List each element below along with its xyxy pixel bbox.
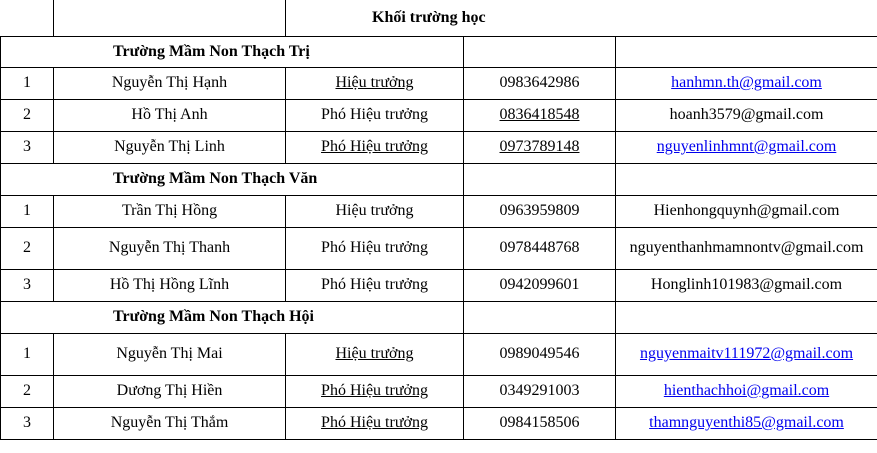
school-name: Trường Mầm Non Thạch Văn — [1, 163, 464, 195]
row-number: 2 — [1, 227, 54, 269]
section-title: Khối trường học — [286, 0, 877, 36]
staff-phone: 0989049546 — [464, 333, 616, 375]
staff-email: Hienhongquynh@gmail.com — [616, 195, 877, 227]
staff-email: Honglinh101983@gmail.com — [616, 269, 877, 301]
table-row — [1, 99, 877, 131]
staff-name: Dương Thị Hiền — [54, 375, 286, 407]
staff-name: Nguyễn Thị Linh — [54, 131, 286, 163]
staff-name: Nguyễn Thị Hạnh — [54, 67, 286, 99]
staff-name: Hồ Thị Anh — [54, 99, 286, 131]
staff-email: nguyenthanhmamnontv@gmail.com — [616, 227, 877, 269]
staff-role: Hiệu trưởng — [286, 333, 464, 375]
staff-name: Trần Thị Hồng — [54, 195, 286, 227]
row-number: 1 — [1, 195, 54, 227]
staff-role: Phó Hiệu trưởng — [286, 131, 464, 163]
staff-email-link[interactable]: nguyenmaitv111972@gmail.com — [616, 333, 877, 375]
staff-name: Hồ Thị Hồng Lĩnh — [54, 269, 286, 301]
row-number: 3 — [1, 407, 54, 439]
staff-email-link[interactable]: hienthachhoi@gmail.com — [616, 375, 877, 407]
staff-phone: 0349291003 — [464, 375, 616, 407]
staff-role: Phó Hiệu trưởng — [286, 227, 464, 269]
row-number: 3 — [1, 269, 54, 301]
staff-email-link[interactable]: nguyenlinhmnt@gmail.com — [616, 131, 877, 163]
table-row — [1, 407, 877, 439]
school-name: Trường Mầm Non Thạch Hội — [1, 301, 464, 333]
staff-email: hoanh3579@gmail.com — [616, 99, 877, 131]
row-number: 3 — [1, 131, 54, 163]
staff-phone: 0973789148 — [464, 131, 616, 163]
school-header-row — [1, 163, 877, 195]
section-title-row — [1, 0, 877, 36]
school-header-row — [1, 36, 877, 67]
row-number: 2 — [1, 375, 54, 407]
table-row — [1, 195, 877, 227]
staff-phone: 0978448768 — [464, 227, 616, 269]
staff-role: Phó Hiệu trưởng — [286, 269, 464, 301]
staff-name: Nguyễn Thị Thắm — [54, 407, 286, 439]
staff-name: Nguyễn Thị Mai — [54, 333, 286, 375]
table-row — [1, 375, 877, 407]
table-row — [1, 131, 877, 163]
staff-phone: 0983642986 — [464, 67, 616, 99]
staff-phone: 0836418548 — [464, 99, 616, 131]
staff-name: Nguyễn Thị Thanh — [54, 227, 286, 269]
school-name: Trường Mầm Non Thạch Trị — [1, 36, 464, 67]
staff-phone: 0963959809 — [464, 195, 616, 227]
staff-phone: 0984158506 — [464, 407, 616, 439]
table-row — [1, 333, 877, 375]
row-number: 1 — [1, 67, 54, 99]
staff-role: Phó Hiệu trưởng — [286, 99, 464, 131]
table-row — [1, 67, 877, 99]
row-number: 1 — [1, 333, 54, 375]
staff-role: Hiệu trưởng — [286, 67, 464, 99]
staff-role: Phó Hiệu trưởng — [286, 407, 464, 439]
staff-email-link[interactable]: thamnguyenthi85@gmail.com — [616, 407, 877, 439]
school-header-row — [1, 301, 877, 333]
row-number: 2 — [1, 99, 54, 131]
staff-role: Phó Hiệu trưởng — [286, 375, 464, 407]
staff-phone: 0942099601 — [464, 269, 616, 301]
table-row — [1, 227, 877, 269]
table-row — [1, 269, 877, 301]
staff-email-link[interactable]: hanhmn.th@gmail.com — [616, 67, 877, 99]
staff-role: Hiệu trưởng — [286, 195, 464, 227]
